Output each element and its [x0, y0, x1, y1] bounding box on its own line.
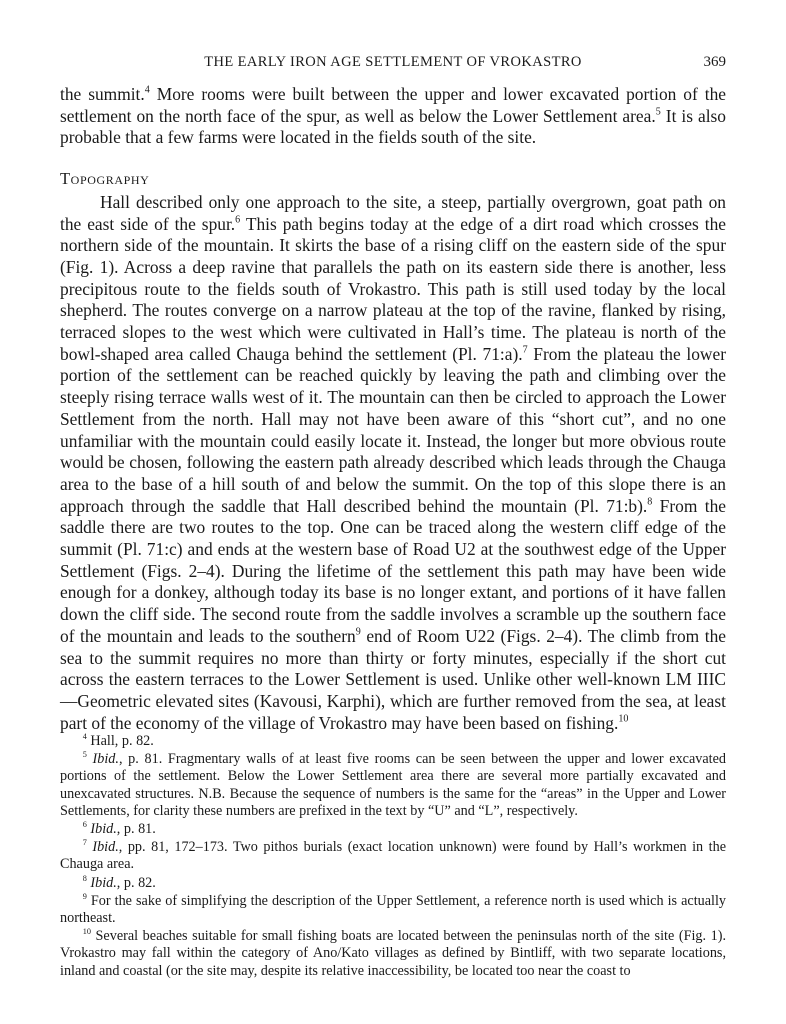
paragraph-text-run: Hall described only one approach to the site, a steep, partially overgrown, goat path on the east side of the spur.	[60, 191, 726, 234]
footnote-ibid: Ibid.	[90, 821, 117, 838]
footnote-number: 7	[82, 838, 87, 848]
footnote-number: 8	[82, 873, 87, 883]
footnote-ibid: Ibid.	[90, 874, 117, 891]
footnote-marker[interactable]: 6	[235, 213, 241, 225]
footnote-text: , p. 82.	[116, 874, 156, 891]
footnote-marker[interactable]: 10	[618, 713, 629, 725]
footnote	[60, 875, 726, 892]
footnote-marker[interactable]: 7	[522, 344, 528, 356]
footnote	[60, 839, 726, 873]
continuation-paragraph	[60, 84, 726, 149]
continuation-text-3: It is also probable that a few farms were located in the fields south of the site.	[60, 105, 726, 148]
continuation-text-1: the summit.	[60, 84, 145, 104]
footnote-ibid: Ibid.	[92, 839, 119, 856]
page-number: 369	[703, 54, 726, 70]
footnote-number: 6	[82, 819, 87, 829]
footnote	[60, 821, 726, 838]
footnote-number: 10	[82, 927, 91, 937]
footnote-number: 5	[82, 750, 87, 760]
footnote-ibid: Ibid.	[92, 751, 119, 768]
footnote-marker[interactable]: 8	[647, 496, 653, 508]
paragraph-text-run: This path begins today at the edge of a dirt road which crosses the northern side of the mountain. It skirts the base of a rising cliff on the eastern side of the spur (Fig. 1). Across a deep ravine that parallels the path on its eastern side there is another, less precipitous route to the fields south of Vrokastro. This path is still used today by the local shepherd. The routes converge on a narrow plateau at the top of the ravine, flanked by rising, terraced slopes to the west which were cultivated in Hall’s time. The plateau is north of the bowl-shaped area called Chauga behind the settlement (Pl. 71:a).	[60, 213, 726, 364]
section-heading: Topography	[60, 169, 150, 189]
footnote-text: , pp. 81, 172–173. Two pithos burials (exact location unknown) were found by Hall’s workmen in the Chauga area.	[60, 839, 727, 873]
running-header	[60, 54, 726, 74]
footnote	[60, 751, 726, 820]
paragraph-text-run: end of Room U22 (Figs. 2–4). The climb from the sea to the summit requires no more than thirty or forty minutes, especially if the short cut across the eastern terraces to the Lower Settlement is used. Unlike other well-known LM IIIC—Geometric elevated sites (Kavousi, Karphi), which are further removed from the sea, at least part of the economy of the village of Vrokastro may have been based on fishing.	[60, 625, 726, 733]
footnote-marker[interactable]: 5	[655, 106, 661, 118]
footnote-number: 9	[82, 891, 87, 901]
footnote-text: Several beaches suitable for small fishing boats are located between the peninsulas north of the site (Fig. 1). Vrokastro may fall within the category of Ano/Kato villages as defined by Bintliff, with two separate locations, inland and coastal (or the site may, despite its relative inaccessibility, be located too near the coast to	[60, 928, 727, 979]
footnote-number: 4	[82, 731, 87, 741]
footnote-text: For the sake of simplifying the description of the Upper Settlement, a reference north is used which is actually northeast.	[60, 892, 727, 927]
continuation-text-2: More rooms were built between the upper and lower excavated portion of the settlement on the north face of the spur, as well as below the Lower Settlement area.	[60, 84, 726, 126]
footnote-marker[interactable]: 9	[355, 626, 361, 638]
footnote	[60, 733, 726, 750]
paragraph-text-run: From the saddle there are two routes to the top. One can be traced along the western cliff edge of the summit (Pl. 71:c) and ends at the western base of Road U2 at the southwest edge of the Upper Settlement (Figs. 2–4). During the lifetime of the settlement this path may have been wide enough for a donkey, although today its base is no longer extant, and portions of it have fallen down the cliff side. The second route from the saddle involves a scramble up the southern face of the mountain and leads to the southern	[60, 495, 726, 646]
paragraph-text-run: From the plateau the lower portion of the settlement can be reached quickly by leaving the path and climbing over the steeply rising terrace walls west of it. The mountain can then be circled to approach the Lower Settlement from the north. Hall may not have been aware of this “short cut”, and no one unfamiliar with the mountain could easily locate it. Instead, the longer but more obvious route would be chosen, following the eastern path already described which leads through the Chauga area to the base of a hill south of and below the summit. On the top of this slope there is an approach through the saddle that Hall described behind the mountain (Pl. 71:b).	[60, 343, 726, 516]
running-title: THE EARLY IRON AGE SETTLEMENT OF VROKASTRO	[204, 54, 582, 70]
footnote	[60, 928, 726, 980]
footnote-marker[interactable]: 4	[144, 84, 150, 96]
footnotes-list	[60, 733, 726, 981]
footnote	[60, 893, 726, 927]
footnote-text: Hall, p. 82.	[90, 733, 154, 749]
topography-paragraph	[60, 192, 726, 735]
body-text	[60, 84, 726, 734]
footnote-text: , p. 81.	[116, 821, 156, 838]
footnote-text: , p. 81. Fragmentary walls of at least five rooms can be seen between the upper and lower excavated portions of the settlement. Below the Lower Settlement area there are several more partially excavated and unexcavated structures. N.B. Because the sequence of numbers is the same for the “areas” in the Upper and Lower Settlements, for clarity these numbers are prefixed in the text by “U” and “L”, respectively.	[60, 751, 726, 819]
